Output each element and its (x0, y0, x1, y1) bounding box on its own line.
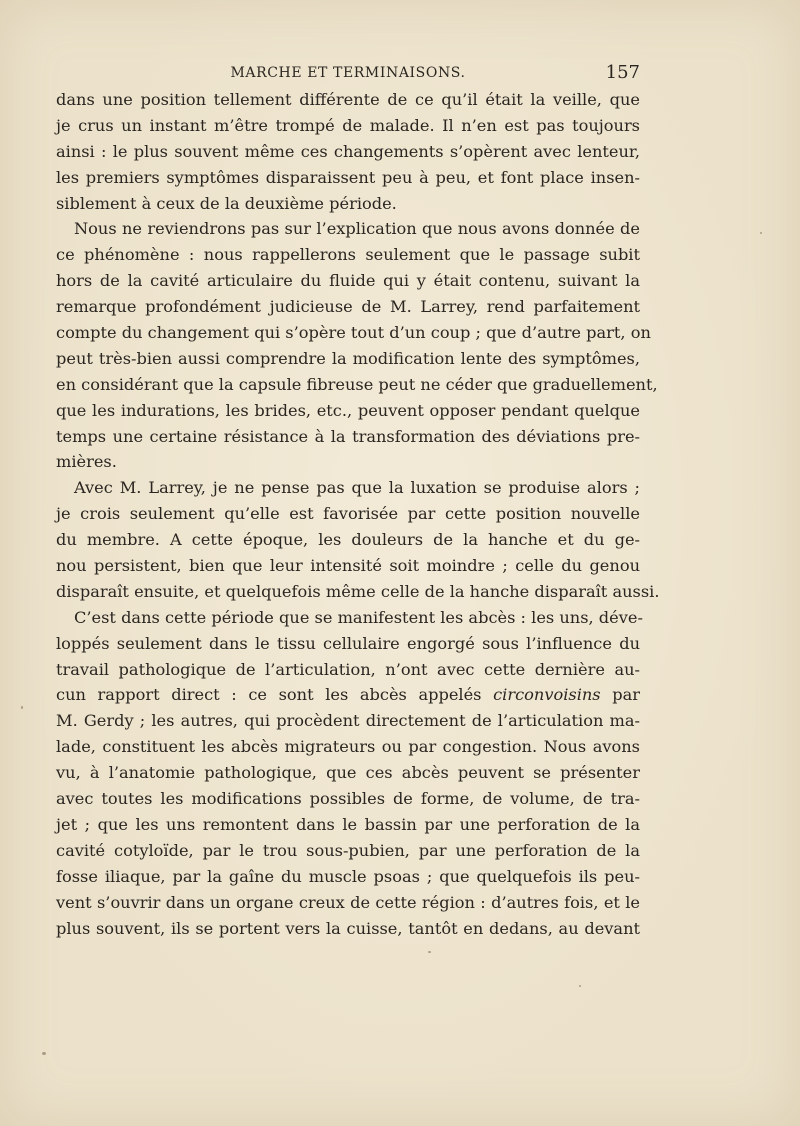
text-line: remarque profondément judicieuse de M. Larrey, rend parfaitement (56, 297, 640, 317)
paper-speck (760, 232, 762, 234)
text-line: nou persistent, bien que leur intensité soit moindre ; celle du genou (56, 556, 640, 576)
text-line: travail pathologique de l’articulation, n’ont avec cette dernière au- (56, 659, 640, 679)
text-line: siblement à ceux de la deuxième période. (56, 193, 397, 213)
text-line: C’est dans cette période que se manifestent les abcès : les uns, déve- (74, 607, 643, 627)
text-line: Avec M. Larrey, je ne pense pas que la luxation se produise alors ; (74, 478, 640, 498)
text-line: hors de la cavité articulaire du fluide qui y était contenu, suivant la (56, 271, 640, 291)
text-line: je crus un instant m’être trompé de malade. Il n’en est pas toujours (56, 115, 640, 135)
text-line: vu, à l’anatomie pathologique, que ces abcès peuvent se présenter (56, 763, 640, 783)
paper-speck (579, 985, 581, 987)
text-line: que les indurations, les brides, etc., peuvent opposer pendant quelque (56, 400, 640, 420)
text-line: du membre. A cette époque, les douleurs de la hanche et du ge- (56, 530, 640, 550)
text-line: en considérant que la capsule fibreuse peut ne céder que graduellement, (56, 374, 658, 394)
running-title: MARCHE ET TERMINAISONS. (230, 65, 466, 81)
paragraph-3 (56, 475, 660, 604)
body-text (56, 87, 660, 941)
text-line: ce phénomène : nous rappellerons seulement que le passage subit (56, 245, 640, 265)
text-line: fosse iliaque, par la gaîne du muscle psoas ; que quelquefois ils peu- (56, 866, 640, 886)
text-line: ainsi : le plus souvent même ces changements s’opèrent avec lenteur, (56, 141, 640, 161)
text-line: temps une certaine résistance à la transformation des déviations pre- (56, 426, 640, 446)
paragraph-4 (56, 605, 643, 942)
paper-speck (42, 1052, 46, 1055)
italic-term: circonvoisins (493, 685, 601, 705)
text-segment: par (600, 685, 640, 705)
running-head (56, 62, 640, 86)
text-line: dans une position tellement différente de ce qu’il était la veille, que (56, 90, 640, 109)
page-number: 157 (605, 62, 640, 83)
text-line: M. Gerdy ; les autres, qui procèdent directement de l’articulation ma- (56, 711, 640, 731)
text-line: avec toutes les modifications possibles de forme, de volume, de tra- (56, 789, 640, 809)
text-line: vent s’ouvrir dans un organe creux de cette région : d’autres fois, et le (56, 892, 640, 912)
text-line: compte du changement qui s’opère tout d’un coup ; que d’autre part, on (56, 323, 651, 343)
text-line: disparaît ensuite, et quelquefois même celle de la hanche disparaît aussi. (56, 581, 660, 601)
text-line: Nous ne reviendrons pas sur l’explication que nous avons donnée de (74, 219, 640, 239)
paragraph-2 (56, 216, 658, 475)
text-line: mières. (56, 452, 117, 472)
paragraph-1 (56, 87, 640, 216)
text-line: jet ; que les uns remontent dans le bassin par une perforation de la (56, 814, 640, 834)
text-line: loppés seulement dans le tissu cellulaire engorgé sous l’influence du (56, 633, 640, 653)
text-line: peut très-bien aussi comprendre la modification lente des symptômes, (56, 348, 640, 368)
paper-speck (428, 951, 431, 953)
paper-speck (21, 706, 23, 709)
text-line: les premiers symptômes disparaissent peu à peu, et font place insen- (56, 167, 640, 187)
text-line: plus souvent, ils se portent vers la cuisse, tantôt en dedans, au devant (56, 918, 640, 938)
text-line: cavité cotyloïde, par le trou sous-pubien, par une perforation de la (56, 840, 640, 860)
text-line: lade, constituent les abcès migrateurs ou par congestion. Nous avons (56, 737, 640, 757)
text-segment: cun rapport direct : ce sont les abcès appelés (56, 685, 494, 705)
text-line: je crois seulement qu’elle est favorisée par cette position nouvelle (56, 504, 640, 524)
text-line-with-italic (56, 682, 640, 708)
